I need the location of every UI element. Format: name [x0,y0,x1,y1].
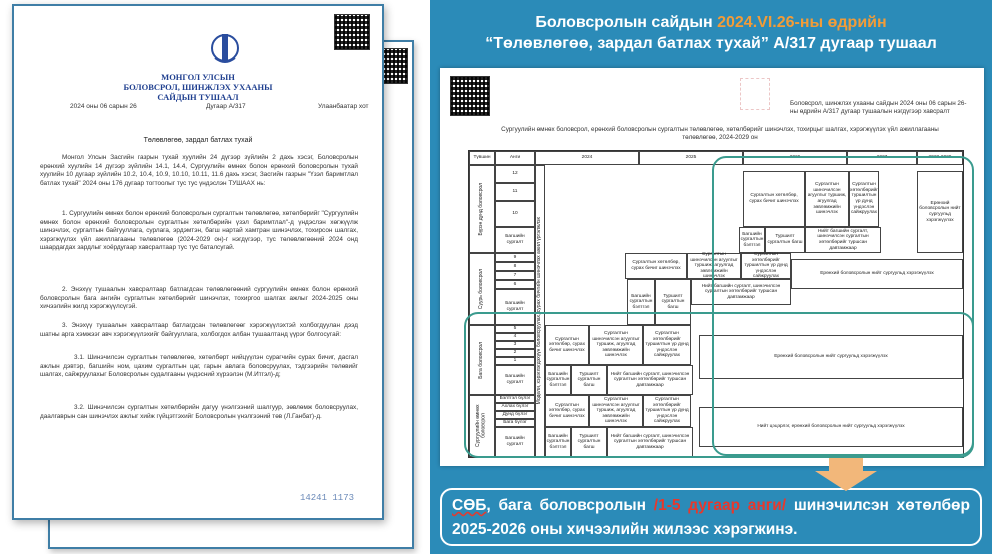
task-cell: Нийт багшийн сургалт, шинэчилсэн сургалтын хөтөлбөрийг туршсан давтамжаар [607,427,693,457]
level-label: Бүрэн дунд боловсрол [478,182,485,236]
scan-header: Боловсрол, шинжлэх ухааны сайдын 2024 оны 06 сарын 26-ны өдрийн А/317 дугаар тушаалын нэгдүгээр хавсралт [790,100,967,115]
year-header: 2027 [847,151,917,165]
header-line: САЙДЫН ТУШААЛ [157,92,239,102]
task-cell: Багшийн сургалтын бэлтгэл [545,365,571,395]
group-cell: Дунд бүлэг [495,411,535,419]
qr-code [450,76,490,116]
task-cell: Сургалтын хөтөлбөр, сурах бичиг шинэчлэх [743,171,805,227]
document-header [14,72,382,102]
document-front-page [12,4,384,520]
group-cell: Бэлтгэл бүлэг [495,395,535,403]
callout-highlight: СӨБ [452,497,487,514]
grade-cell: 3 [495,341,535,349]
grade-cell: 2 [495,349,535,357]
year-header: 2026 [743,151,847,165]
task-cell: Ерөнхий боловсролын нийт сургуульд хэрэгжүүлэх [917,171,963,253]
callout-text: , бага боловсролын [486,497,654,514]
document-number: Дугаар А/317 [206,103,246,110]
slide-title-text: Боловсролын сайдын [535,14,718,31]
teacher-training-cell: Багшийн сургалт [495,365,535,395]
task-cell: Туршилт сургалтын багш [765,227,805,253]
document-paragraph: Монгол Улсын Засгийн газрын тухай хуулийн 24 дүгээр зүйлийн 2 дахь хэсэг, Боловсролын ерөнхий хуулийн 14 дүгээр зүйлийн 14.1, 14.4, Сургуулийн өмнөх болон ерөнхий боловсролын тухай хуулийн 10 дугаар зүйлийн 10.2, 10.4, 10.9, 10.10, 10.11, 11.6 дахь хэсэг, Засгийн газрын "Үзэл баримтлал батлах тухай" 2024 оны 176 дугаар тогтоолыг тус тус үндэслэн ТУШААХ нь: [40,154,358,187]
task-cell: Багшийн сургалтын бэлтгэл [545,427,571,457]
document-pane [0,0,430,554]
document-paragraph: 3.2. Шинэчилсэн сургалтын хөтөлбөрийн дагуу үнэлгээний шалгуур, зөвлөмж боловсруулах, даалгаврын сан шинэчлэх ажлыг хийж гүйцэтгэхийг Боловсролын үнэлгээний төв (Л.Ганбат)-д. [40,404,358,420]
callout-text: шинэчилсэн хөтөлбөр 2025-2026 оны хичээлийн жилээс хэрэгжинэ. [452,497,970,538]
grade-cell: 12 [495,165,535,183]
year-header: 2025 [639,151,743,165]
level-upper-secondary [469,165,495,253]
task-cell: Сургалтын хөтөлбөр, сурах бичиг шинэчлэх [545,395,589,427]
grade-cell: 5 [495,325,535,333]
grade-cell: 7 [495,271,535,280]
task-cell: Сургалтын хөтөлбөрийг туршилтын үр дүнд үндэслэн сайжруулах [643,395,691,427]
document-paragraph: 1. Сургуулийн өмнөх болон ерөнхий боловсролын сургалтын төлөвлөгөө, хөтөлбөрийг "Сургуулийн өмнөх болон ерөнхий боловсролын сургалтын хөтөлбөрийн үзэл баримтлал"-д үндэслэн хөгжүүлж шинэчлэх, сургалтын байгууллага, сурлага, эрдэмтэн, багш нартай хамтран шинэчлэх, тохирсон шалгах, хэрэгжүүлэх үйл ажиллагааны төлөвлөгөө (2024-2029 он)-г нэгдүгээр, тус төлөвлөгөөний 2024 онд шаардагдах зардлыг хоёрдугаар хавсралтаар тус тус баталсугай. [40,210,358,252]
task-cell: Сургалтын хөтөлбөр, сурах бичиг шинэчлэх [545,325,589,365]
vertical-note: Модели, хэрэглэгдэхүүн боловсруулах, сурах бичгийн шинэчлэх ажил үргэлжлэх [536,217,543,405]
plan-table-scan [440,68,984,466]
teacher-training-cell: Багшийн сургалт [495,227,535,253]
teacher-training-cell: Багшийн сургалт [495,289,535,325]
task-cell: Багшийн сургалтын бэлтгэл [739,227,765,253]
grade-cell: 11 [495,183,535,201]
header-line: МОНГОЛ УЛСЫН [161,72,235,82]
grade-cell: 9 [495,253,535,262]
task-cell: Сургалтын шинэчилсэн агуулгыг туршиж, агуулгад зөвлөмжийн шинэчлэх [805,171,849,227]
task-cell: Ерөнхий боловсролын нийт сургуульд хэрэгжүүлэх [791,259,963,289]
document-paragraph: 3.1. Шинэчилсэн сургалтын төлөвлөгөө, хөтөлбөрт нийцүүлэн сурагчийн сурах бичиг, дасгал ажлын дэвтэр, багшийн ном, цахим сургалтын цаг, гарын авлага боловсруулах, тэдгээрийн төлөвийг шалгах, сайжруулахыг Боловсролын судалгааны үндэсний хүрээлэн (М.Итгэл)-д; [40,354,358,379]
callout-grades: /1-5 дугаар анги/ [653,497,787,514]
task-cell: Нийт багшийн сургалт, шинэчилсэн сургалтын хөтөлбөрийг туршсан давтамжаар [607,365,693,395]
col-header-level: Түвшин [469,151,495,165]
year-header: 2024 [535,151,639,165]
state-emblem-icon [210,28,240,68]
highlight-ring-primary-preschool [464,312,974,458]
task-cell: Нийт цэцэрлэг, ерөнхий боловсролын нийт сургуульд хэрэгжүүлэх [699,407,963,447]
level-label: Суурь боловсрол [478,268,485,310]
task-cell: Сургалтын шинэчилсэн агуулгыг туршиж, агуулгад зөвлөмжийн шинэчлэх [589,395,643,427]
grade-cell: 6 [495,280,535,289]
task-cell: Сургалтын шинэчилсэн агуулгыг туршиж, агуулгад зөвлөмжийн шинэчлэх [589,325,643,365]
level-label: Сургуулийн өмнөх боловсрол [475,404,487,448]
scan-caption: Сургуулийн өмнөх боловсрол, ерөнхий боловсролын сургалтын төлөвлөгөө, хөтөлбөрийг шинэчлэх, тохирцыг шалгах, хэрэгжүүлэх үйл ажиллагааны төлөвлөгөө, 2024-2029 он [501,126,939,141]
slide-title-line2: “Төлөвлөгөө, зардал батлах тухай” А/317 дугаар тушаал [485,35,937,52]
document-serial: 14241 1173 [299,493,354,503]
down-arrow-body [829,458,863,472]
qr-code [334,14,370,50]
grade-cell: 4 [495,333,535,341]
task-cell: Багшийн сургалтын бэлтгэл [627,279,655,325]
task-cell: Туршилт сургалтын багш [571,365,607,395]
task-cell: Туршилт сургалтын багш [571,427,607,457]
group-cell: Бага бүлэг [495,419,535,427]
col-header-grade: Анги [495,151,535,165]
stamp-mark [740,78,770,110]
callout-box [440,488,982,546]
task-cell: Сургалтын шинэчилсэн агуулгыг туршиж, агуулгад зөвлөмжийн шинэчлэх [687,253,741,279]
grade-cell: 10 [495,201,535,227]
slide-title [430,12,992,54]
task-cell: Туршилт сургалтын багш [655,279,691,325]
task-cell: Сургалтын хөтөлбөрийг туршилтын үр дүнд үндэслэн сайжруулах [849,171,879,227]
header-line: БОЛОВСРОЛ, ШИНЖЛЭХ УХААНЫ [123,82,273,92]
task-cell: Ерөнхий боловсролын нийт сургуульд хэрэгжүүлэх [699,335,963,379]
slide-pane [430,0,992,554]
document-city: Улаанбаатар хот [318,103,369,110]
task-cell: Сургалтын хөтөлбөрийг туршилтын үр дүнд үндэслэн сайжруулах [643,325,691,365]
slide-title-highlight: 2024.VI.26-ны өдрийн [717,14,887,31]
document-title: Төлөвлөгөө, зардал батлах тухай [143,137,253,144]
grade-cell: 1 [495,357,535,365]
document-paragraph: 2. Энэхүү тушаалын хавсралтаар батлагдсан төлөвлөгөөний сургуулийн өмнөх болон ерөнхий боловсролын бага ангийн сургалтын хөтөлбөрийг шинэчлэх, тохиргоо шалгах ажлыг 2024-2025 оны хичээлийн жилд хэрэгжүүлсүгэй. [40,286,358,311]
group-cell: Ахлах бүлэг [495,403,535,411]
document-date: 2024 оны 06 сарын 26 [70,103,137,110]
document-paragraph: 3. Энэхүү тушаалын хавсралтаар батлагдсан төлөвлөгөөг хэрэгжүүлэхтэй холбогдуулан дээд шатны арга хэмжээг авч хэрэгжүүлэхийг байгууллага, холбогдох албан тушаалтанд үүрэг болгосугай: [40,322,358,338]
level-label: Бага боловсрол [478,341,485,379]
year-header: 2028-2029 [917,151,963,165]
task-cell: Нийт багшийн сургалт, шинэчилсэн сургалтын хөтөлбөрийг туршсан давтамжаар [691,279,791,305]
teacher-training-cell: Багшийн сургалт [495,427,535,457]
down-arrow-icon [815,471,877,491]
task-cell: Нийт багшийн сургалт, шинэчилсэн сургалтын хөтөлбөрийг туршсан давтамжаар [805,227,881,253]
task-cell: Сургалтын хөтөлбөр, сурах бичиг шинэчлэх [625,253,687,279]
task-cell: Сургалтын хөтөлбөрийг туршилтын үр дүнд үндэслэн сайжруулах [741,253,791,279]
grade-cell: 8 [495,262,535,271]
